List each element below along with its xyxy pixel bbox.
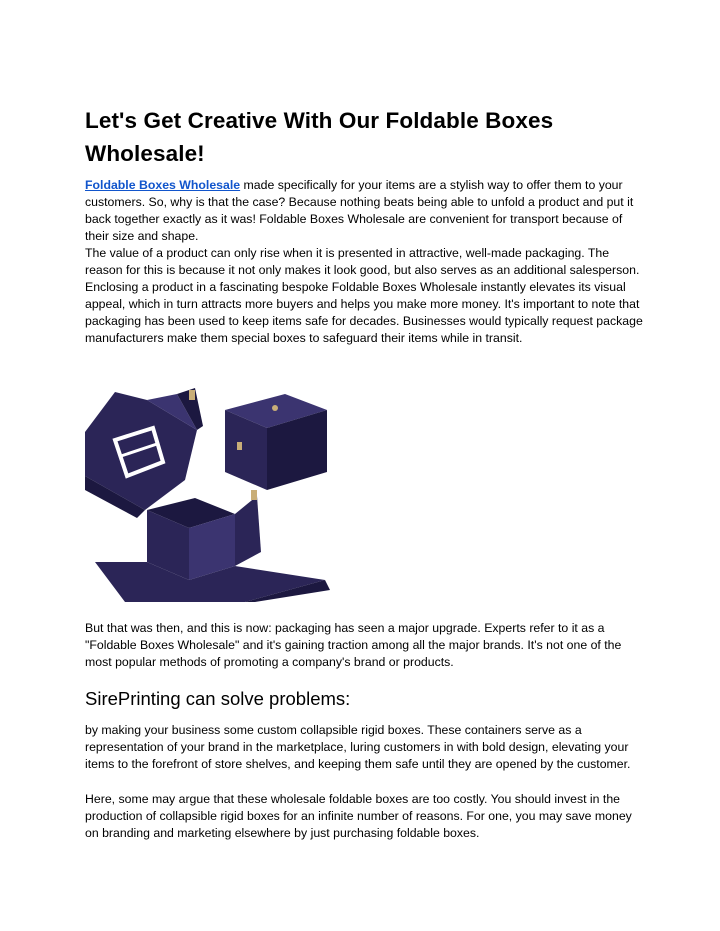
cost-paragraph: Here, some may argue that these wholesale foldable boxes are too costly. You should invest in the production of collapsible rigid boxes for an infinite number of reasons. For one, you may save money on branding and marketing elsewhere by just purchasing foldable boxes. — [85, 792, 632, 841]
solution-paragraph: by making your business some custom collapsible rigid boxes. These containers serve as a representation of your brand in the marketplace, luring customers in with bold design, elevating your items to the forefront of store shelves, and keeping them safe until they are opened by the customer. — [85, 723, 631, 772]
section-heading: SirePrinting can solve problems: — [85, 688, 351, 709]
foldable-boxes-image — [85, 380, 335, 602]
closed-box — [225, 394, 327, 490]
foldable-boxes-wholesale-link[interactable]: Foldable Boxes Wholesale — [85, 178, 241, 192]
page-title: Let's Get Creative With Our Foldable Boxes Wholesale! — [85, 108, 554, 166]
intro-paragraph — [85, 177, 645, 245]
value-paragraph: The value of a product can only rise when it is presented in attractive, well-made packaging. The reason for this is because it not only makes it look good, but also serves as an additional salesperson. Enclosing a product in a fascinating bespoke Foldable Boxes Wholesale instantly elevates its visual appeal, which in turn attracts more buyers and helps you make more money. It's important to note that packaging has been used to keep items safe for decades. Businesses would typically request package manufacturers make them special boxes to safeguard their items while in transit. — [85, 246, 643, 346]
intro-text: made specifically for your items are a stylish way to offer them to your customers. So, why is that the case? Because nothing beats being able to unfold a product and put it back together exactly as it was! Foldable Boxes Wholesale are convenient for transport because of their size and shape. — [85, 178, 634, 244]
upgrade-paragraph: But that was then, and this is now: packaging has seen a major upgrade. Experts refer to it as a "Foldable Boxes Wholesale" and it's gaining traction among all the major brands. It's not one of the most popular methods of promoting a company's brand or products. — [85, 621, 622, 670]
unfolded-box-flat — [85, 388, 203, 518]
